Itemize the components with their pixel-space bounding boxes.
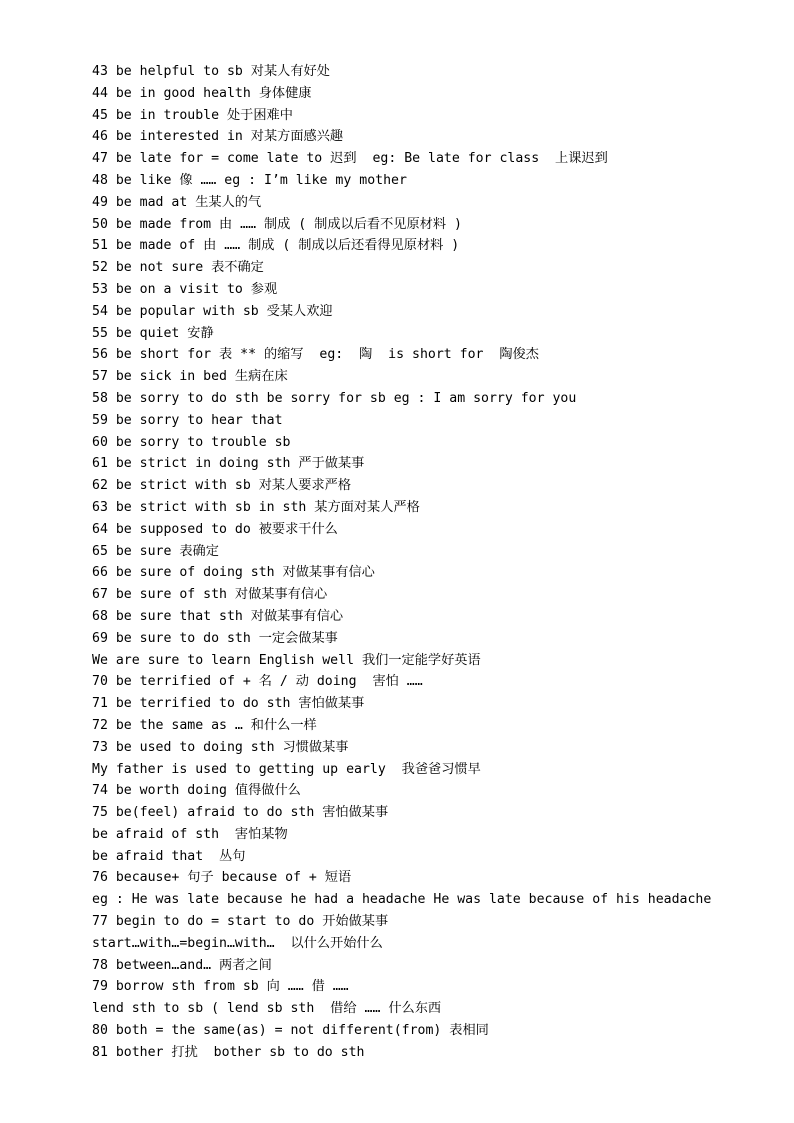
text-line: eg : He was late because he had a headache He was late because of his headache bbox=[92, 892, 712, 908]
text-line: 75 be(feel) afraid to do sth 害怕做某事 bbox=[92, 805, 389, 821]
text-line: lend sth to sb ( lend sb sth 借给 …… 什么东西 bbox=[92, 1001, 442, 1017]
text-line: 70 be terrified of + 名 / 动 doing 害怕 …… bbox=[92, 674, 423, 690]
text-line: 74 be worth doing 值得做什么 bbox=[92, 783, 301, 799]
text-line: 65 be sure 表确定 bbox=[92, 543, 219, 559]
text-line: 64 be supposed to do 被要求干什么 bbox=[92, 521, 338, 537]
text-line: 44 be in good health 身体健康 bbox=[92, 85, 312, 101]
text-line: 67 be sure of sth 对做某事有信心 bbox=[92, 587, 328, 603]
text-line: 78 between…and… 两者之间 bbox=[92, 957, 272, 973]
text-line: 54 be popular with sb 受某人欢迎 bbox=[92, 303, 333, 319]
text-line: 80 both = the same(as) = not different(from) 表相同 bbox=[92, 1023, 489, 1039]
text-line: be afraid that 丛句 bbox=[92, 848, 246, 864]
text-line: 76 because+ 句子 because of + 短语 bbox=[92, 870, 352, 886]
text-line: 46 be interested in 对某方面感兴趣 bbox=[92, 129, 344, 145]
text-line: 45 be in trouble 处于困难中 bbox=[92, 107, 293, 123]
text-line: 47 be late for = come late to 迟到 eg: Be late for class 上课迟到 bbox=[92, 151, 608, 167]
text-line: 66 be sure of doing sth 对做某事有信心 bbox=[92, 565, 375, 581]
text-line: 43 be helpful to sb 对某人有好处 bbox=[92, 64, 330, 79]
phrase-list bbox=[92, 61, 772, 1064]
text-line: 79 borrow sth from sb 向 …… 借 …… bbox=[92, 979, 349, 995]
text-line: 48 be like 像 …… eg : I’m like my mother bbox=[92, 172, 407, 188]
text-line: 61 be strict in doing sth 严于做某事 bbox=[92, 456, 365, 472]
text-line: 63 be strict with sb in sth 某方面对某人严格 bbox=[92, 499, 420, 515]
text-line: 77 begin to do = start to do 开始做某事 bbox=[92, 914, 389, 930]
text-line: 62 be strict with sb 对某人要求严格 bbox=[92, 478, 352, 494]
text-line: We are sure to learn English well 我们一定能学好英语 bbox=[92, 652, 481, 668]
text-line: be afraid of sth 害怕某物 bbox=[92, 826, 288, 842]
text-line: My father is used to getting up early 我爸爸习惯早 bbox=[92, 761, 481, 777]
text-line: 49 be mad at 生某人的气 bbox=[92, 194, 262, 210]
text-line: 52 be not sure 表不确定 bbox=[92, 260, 264, 276]
text-line: 51 be made of 由 …… 制成 ( 制成以后还看得见原材料 ) bbox=[92, 238, 460, 254]
text-line: 72 be the same as … 和什么一样 bbox=[92, 717, 317, 733]
text-line: 81 bother 打扰 bother sb to do sth bbox=[92, 1044, 365, 1060]
text-line: 50 be made from 由 …… 制成 ( 制成以后看不见原材料 ) bbox=[92, 216, 462, 232]
text-line: 57 be sick in bed 生病在床 bbox=[92, 369, 288, 385]
text-line: start…with…=begin…with… 以什么开始什么 bbox=[92, 935, 383, 951]
text-line: 59 be sorry to hear that bbox=[92, 412, 283, 428]
text-line: 71 be terrified to do sth 害怕做某事 bbox=[92, 696, 365, 712]
text-line: 56 be short for 表 ** 的缩写 eg: 陶 is short for 陶俊杰 bbox=[92, 347, 539, 363]
text-line: 73 be used to doing sth 习惯做某事 bbox=[92, 739, 349, 755]
text-line: 53 be on a visit to 参观 bbox=[92, 281, 278, 297]
text-line: 58 be sorry to do sth be sorry for sb eg : I am sorry for you bbox=[92, 390, 577, 406]
text-line: 69 be sure to do sth 一定会做某事 bbox=[92, 630, 338, 646]
text-line: 55 be quiet 安静 bbox=[92, 325, 214, 341]
text-line: 68 be sure that sth 对做某事有信心 bbox=[92, 608, 344, 624]
text-line: 60 be sorry to trouble sb bbox=[92, 434, 291, 450]
